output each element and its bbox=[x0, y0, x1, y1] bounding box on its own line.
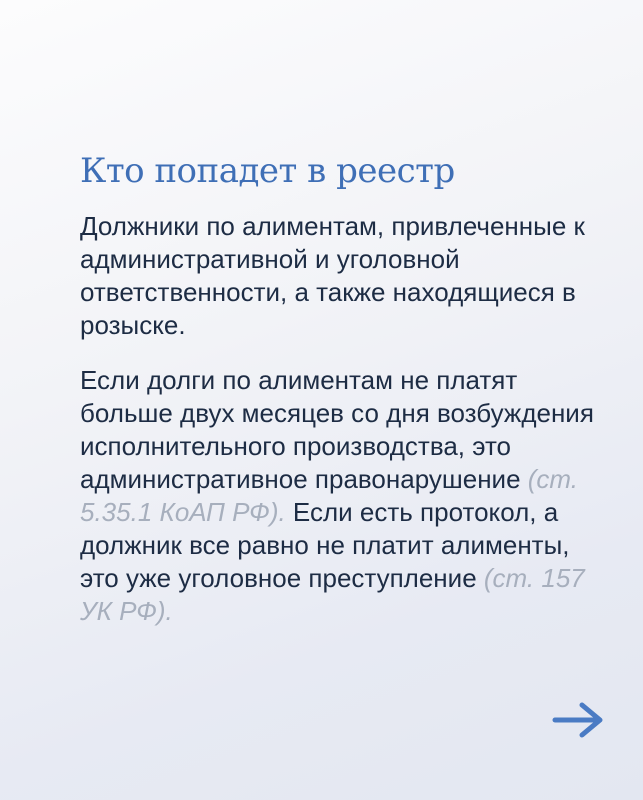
arrow-right-icon[interactable] bbox=[552, 702, 604, 738]
reference-uk: (ст. 157 УК РФ). bbox=[80, 563, 585, 626]
reference-koap: (ст. 5.35.1 КоАП РФ). bbox=[80, 464, 579, 527]
paragraph-text-criminal: Если есть протокол, а должник все равно не платит алименты, это уже уголовное преступление bbox=[80, 497, 570, 593]
paragraph-liability bbox=[80, 364, 610, 628]
slide-title: Кто попадет в реестр bbox=[80, 151, 455, 191]
paragraph-debtors: Должники по алиментам, привлеченные к административной и уголовной ответственности, а также находящиеся в розыске. bbox=[80, 211, 585, 340]
paragraph-text-admin: Если долги по алиментам не платят больше двух месяцев со дня возбуждения исполнительного производства, это административное правонарушение bbox=[80, 365, 594, 494]
